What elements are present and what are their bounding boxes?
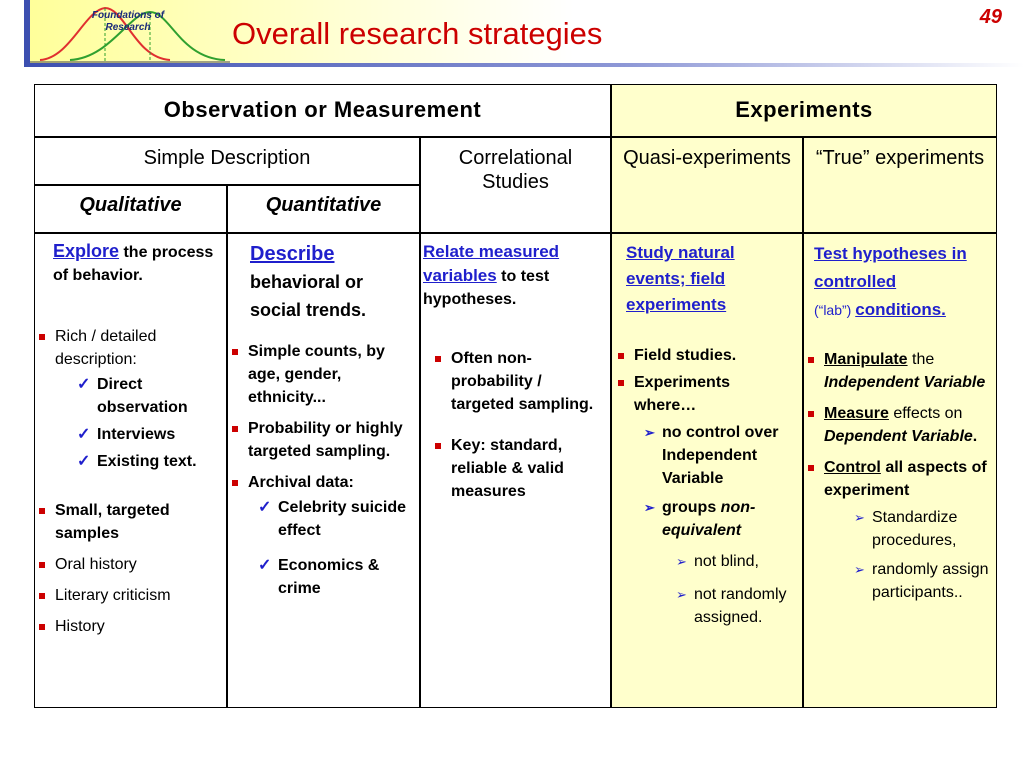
study-natural-events-link[interactable]: Study natural events; field experiments: [626, 243, 735, 314]
list-item: [228, 471, 413, 600]
list-item: Simple counts, by age, gender, ethnicity...: [228, 340, 413, 409]
quantitative-header: Quantitative: [227, 185, 420, 233]
list-item: ➢ Standardize procedures,: [854, 506, 990, 552]
list-item: ➢ not blind,: [676, 550, 796, 573]
list-item: ✓ Interviews: [77, 423, 220, 446]
relate-variables-link[interactable]: Relate measured variables: [423, 242, 560, 285]
measure-text: Measure: [824, 405, 889, 422]
list-item: Key: standard, reliable & valid measures: [431, 434, 604, 503]
describe-description: behavioral or social trends.: [250, 272, 367, 320]
logo-text: Foundations of Research: [91, 10, 165, 33]
lab-text: (“lab”): [814, 302, 856, 318]
explore-link[interactable]: Explore: [53, 241, 120, 261]
qualitative-header: Qualitative: [34, 185, 227, 233]
quasi-column: [611, 233, 803, 708]
simple-description-header: Simple Description: [34, 137, 420, 185]
experiments-where-text: Experiments where…: [634, 374, 731, 414]
non-equivalent-text: non-equivalent: [662, 499, 756, 539]
observation-header: Observation or Measurement: [34, 84, 611, 137]
measure-rest: effects on: [888, 405, 963, 422]
list-item: ✓ Economics & crime: [258, 554, 413, 600]
list-item: Probability or highly targeted sampling.: [228, 417, 413, 463]
control-text: Control: [824, 459, 881, 476]
list-item: Literary criticism: [35, 584, 220, 607]
list-item: History: [35, 615, 220, 638]
true-experiments-header: “True” experiments: [803, 137, 997, 233]
list-item: ✓ Direct observation: [77, 373, 220, 419]
rich-description-text: Rich / detailed description:: [55, 328, 157, 368]
quantitative-column: [227, 233, 420, 708]
list-item: Field studies.: [614, 344, 796, 367]
list-item: ➢ not randomly assigned.: [676, 583, 796, 629]
correlational-header: Correlational Studies: [420, 137, 611, 233]
list-item: ✓ Existing text.: [77, 450, 220, 473]
experiments-header: Experiments: [611, 84, 997, 137]
list-item: [35, 325, 220, 473]
slide-title: Overall research strategies: [232, 16, 603, 51]
test-hypotheses-link[interactable]: Test hypotheses in controlled: [814, 244, 967, 291]
list-item: Often non-probability / targeted sampling.: [431, 347, 604, 416]
slide-number: 49: [979, 6, 1002, 28]
quasi-header: Quasi-experiments: [611, 137, 803, 233]
groups-text: groups: [662, 499, 721, 516]
list-item: ➢ randomly assign participants..: [854, 558, 990, 604]
relate-variables-description: to test hypotheses.: [423, 268, 550, 308]
independent-variable-text: Independent Variable: [824, 374, 986, 391]
qualitative-column: [34, 233, 227, 708]
archival-data-text: Archival data:: [248, 474, 354, 491]
manipulate-text: Manipulate: [824, 351, 908, 368]
correlational-column: [420, 233, 611, 708]
true-experiments-column: [803, 233, 997, 708]
research-strategies-table: [34, 84, 997, 708]
list-item: [644, 496, 796, 629]
dependent-variable-text: Dependent Variable: [824, 428, 973, 445]
list-item: Small, targeted samples: [35, 499, 220, 545]
list-item: ➢ no control over Independent Variable: [644, 421, 796, 490]
measure-end: .: [972, 428, 978, 445]
list-item: ✓ Celebrity suicide effect: [258, 496, 413, 542]
list-item: [804, 456, 990, 604]
explore-description: the process of behavior.: [53, 244, 214, 284]
describe-link[interactable]: Describe: [250, 243, 335, 265]
list-item: [804, 402, 990, 448]
list-item: Oral history: [35, 553, 220, 576]
list-item: [804, 348, 990, 394]
control-rest: all aspects of experiment: [824, 459, 987, 499]
list-item: [614, 371, 796, 629]
manipulate-rest: the: [907, 351, 935, 368]
conditions-link[interactable]: conditions.: [855, 300, 946, 319]
